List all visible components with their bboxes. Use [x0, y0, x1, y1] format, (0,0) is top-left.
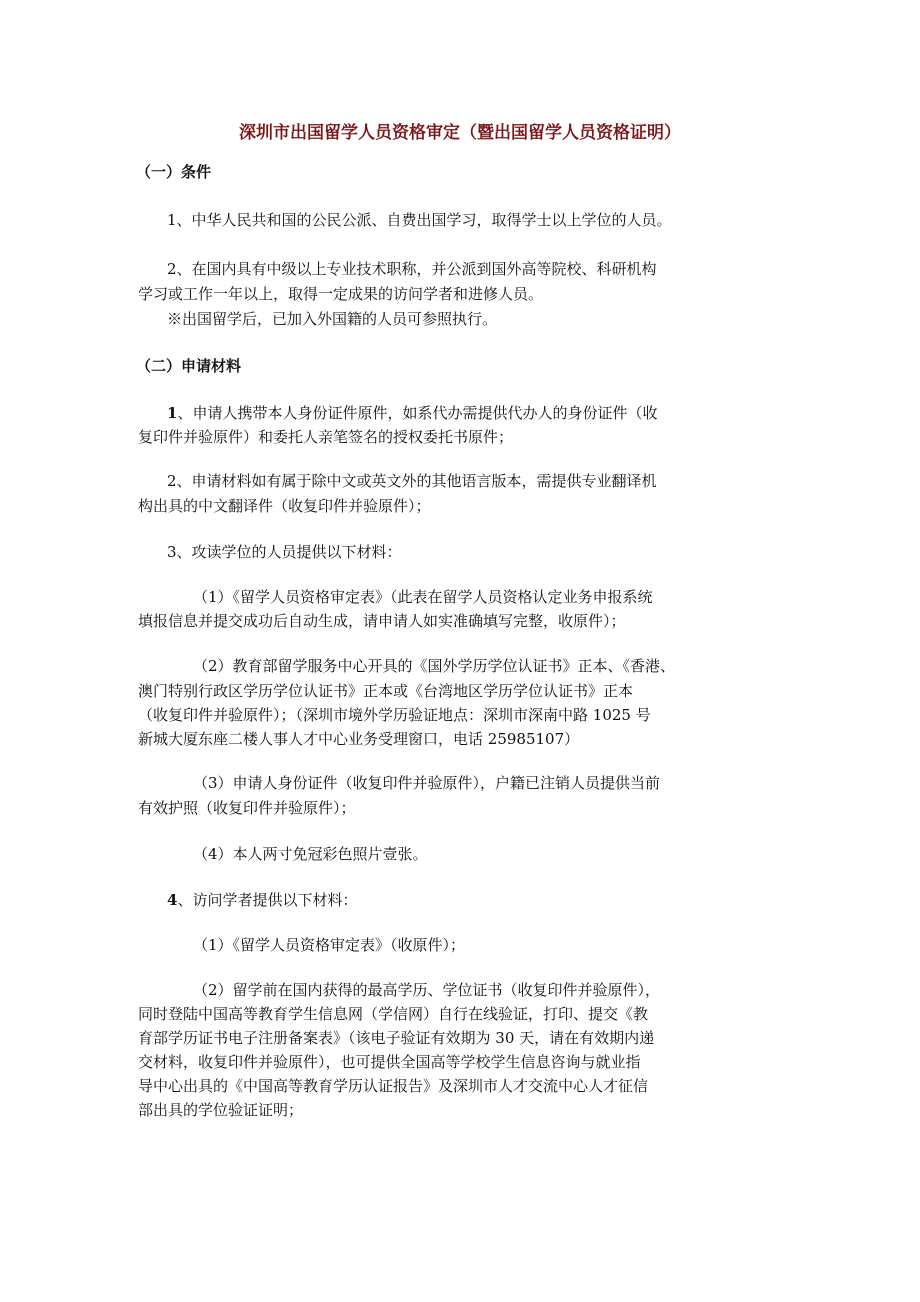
item-3-sub-3-line-2: 有效护照（收复印件并验原件）； [138, 799, 356, 817]
item-3-sub-2-line-1: （2）教育部留学服务中心开具的《国外学历学位认证书》正本、《香港、 [193, 657, 676, 675]
item-3-sub-3-line-1: （3）申请人身份证件（收复印件并验原件），户籍已注销人员提供当前 [193, 774, 661, 792]
item-4-sub-2-line-4: 交材料，收复印件并验原件），也可提供全国高等学校学生信息咨询与就业指 [138, 1053, 641, 1071]
item-4-sub-2-line-6: 部出具的学位验证证明； [138, 1101, 304, 1119]
material-item-1-line-2: 复印件并验原件）和委托人亲笔签名的授权委托书原件； [138, 428, 514, 446]
material-item-4-number: 4 [167, 891, 178, 909]
material-item-2-line-2: 构出具的中文翻译件（收复印件并验原件）； [138, 497, 431, 515]
section-heading-conditions: （一）条件 [136, 163, 212, 181]
item-3-sub-2-line-4: 新城大厦东座二楼人事人才中心业务受理窗口，电话 25985107） [138, 730, 580, 748]
material-item-4-text: 、访问学者提供以下材料： [177, 891, 358, 909]
item-4-sub-1: （1）《留学人员资格审定表》（收原件）； [193, 936, 466, 954]
condition-item-2-line-2: 学习或工作一年以上，取得一定成果的访问学者和进修人员。 [138, 285, 544, 303]
item-4-sub-2-line-3: 育部学历证书电子注册备案表》（该电子验证有效期为 30 天，请在有效期内递 [138, 1029, 655, 1047]
material-item-1-number: 1 [167, 404, 178, 422]
item-3-sub-2-line-3: （收复印件并验原件）；（深圳市境外学历验证地点：深圳市深南中路 1025 号 [138, 706, 651, 724]
material-item-1-line-1 [167, 402, 657, 424]
item-4-sub-2-line-2: 同时登陆中国高等教育学生信息网（学信网）自行在线验证，打印、提交《教 [138, 1005, 649, 1023]
material-item-3: 3、攻读学位的人员提供以下材料： [167, 543, 402, 561]
item-3-sub-1-line-2: 填报信息并提交成功后自动生成，请申请人如实准确填写完整，收原件）； [138, 612, 626, 630]
item-3-sub-1-line-1: （1）《留学人员资格审定表》（此表在留学人员资格认定业务申报系统 [193, 588, 653, 606]
material-item-2-line-1: 2、申请材料如有属于除中文或英文外的其他语言版本，需提供专业翻译机 [167, 472, 657, 490]
condition-item-2-line-1: 2、在国内具有中级以上专业技术职称，并公派到国外高等院校、科研机构 [167, 260, 657, 278]
item-4-sub-2-line-5: 导中心出具的《中国高等教育学历认证报告》及深圳市人才交流中心人才征信 [138, 1077, 649, 1095]
condition-note: ※出国留学后，已加入外国籍的人员可参照执行。 [167, 310, 498, 328]
material-item-1-text: 、申请人携带本人身份证件原件，如系代办需提供代办人的身份证件（收 [177, 404, 658, 422]
material-item-4 [167, 889, 357, 911]
item-4-sub-2-line-1: （2）留学前在国内获得的最高学历、学位证书（收复印件并验原件）， [193, 981, 661, 999]
document-title: 深圳市出国留学人员资格审定（暨出国留学人员资格证明） [239, 123, 681, 143]
item-3-sub-2-line-2: 澳门特别行政区学历学位认证书》正本或《台湾地区学历学位认证书》正本 [138, 682, 634, 700]
condition-item-1: 1、中华人民共和国的公民公派、自费出国学习，取得学士以上学位的人员。 [167, 211, 672, 229]
item-3-sub-4: （4）本人两寸免冠彩色照片壹张。 [193, 845, 428, 863]
section-heading-materials: （二）申请材料 [136, 357, 242, 375]
